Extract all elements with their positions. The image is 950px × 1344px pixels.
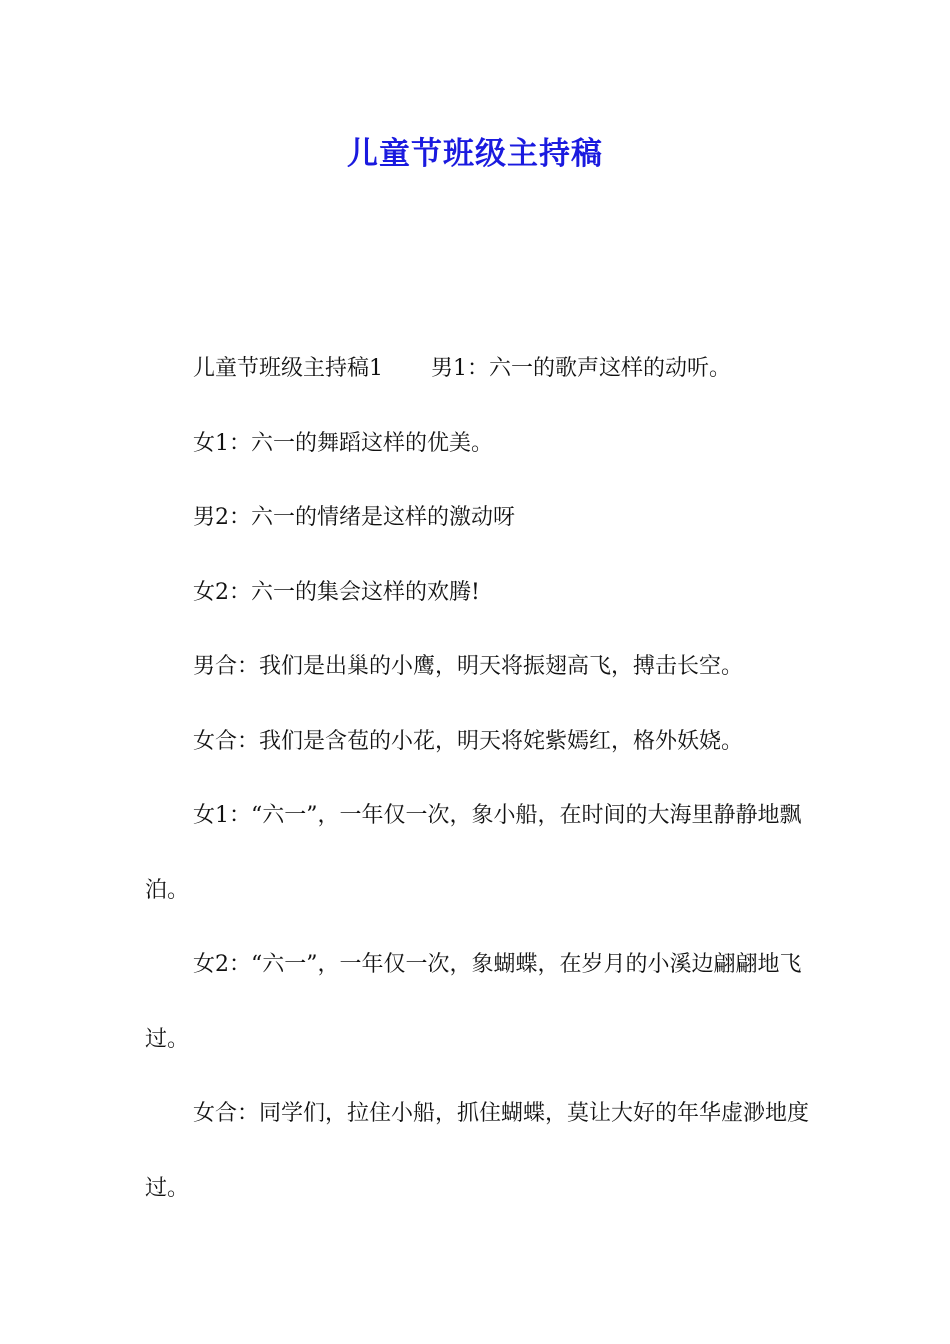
paragraph-heading-line (145, 332, 815, 407)
document-body (145, 332, 815, 1226)
paragraph: 女合：我们是含苞的小花，明天将姹紫嫣红，格外妖娆。 (193, 728, 744, 754)
document-title: 儿童节班级主持稿 (347, 136, 603, 172)
paragraph: 女合：同学们，拉住小船，抓住蝴蝶，莫让大好的年华虚渺地度过。 (145, 1101, 810, 1201)
first-line-text: 男1：六一的歌声这样的动听。 (431, 356, 731, 381)
paragraph: 女1：六一的舞蹈这样的优美。 (193, 430, 493, 456)
paragraph: 男合：我们是出巢的小鹰，明天将振翅高飞，搏击长空。 (193, 654, 744, 679)
paragraph: 男2：六一的情绪是这样的激动呀 (193, 505, 515, 530)
paragraph: 女1：“六一”，一年仅一次，象小船，在时间的大海里静静地飘泊。 (145, 803, 802, 903)
section-label: 儿童节班级主持稿1 (193, 356, 383, 381)
paragraph: 女2：六一的集会这样的欢腾! (193, 579, 480, 605)
paragraph: 女2：“六一”，一年仅一次，象蝴蝶，在岁月的小溪边翩翩地飞过。 (145, 952, 802, 1052)
